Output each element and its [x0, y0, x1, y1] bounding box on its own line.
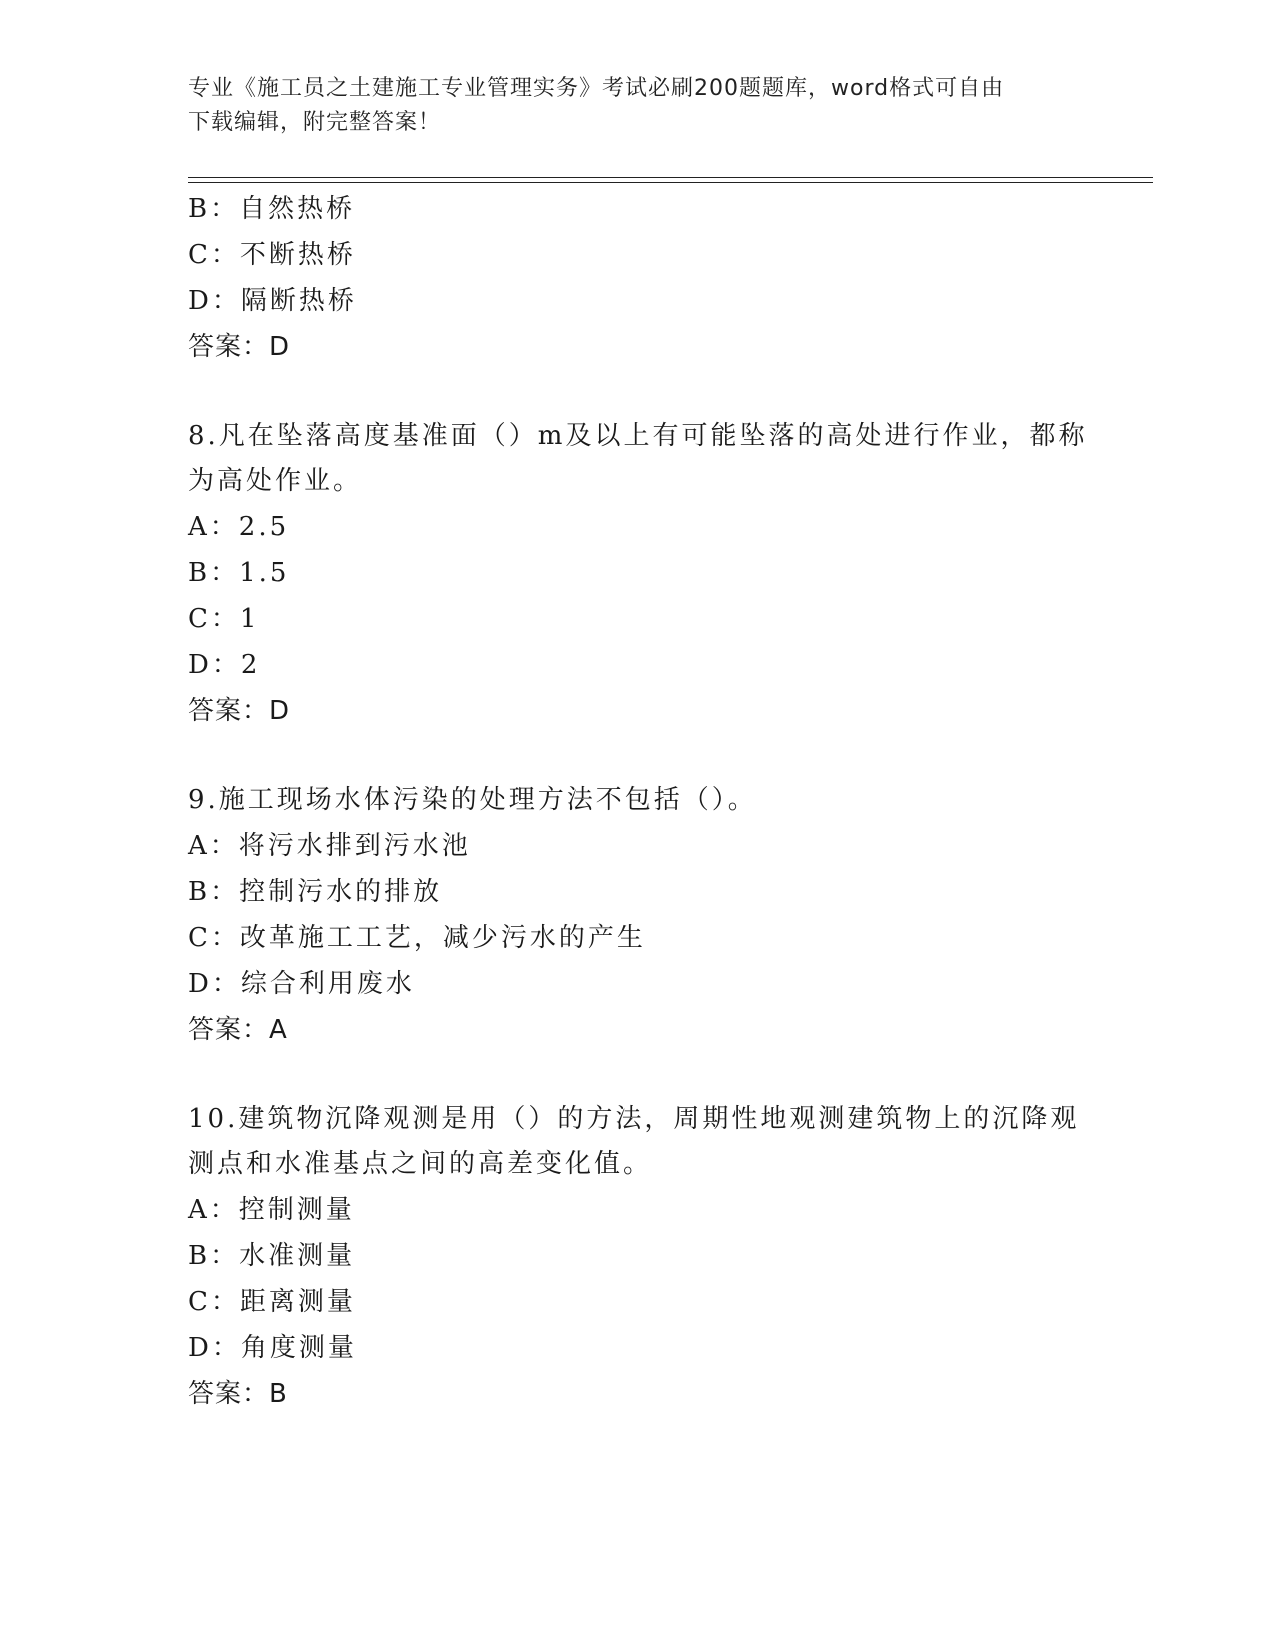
- option-b: B：1.5: [188, 558, 290, 588]
- option-d: D：2: [188, 650, 261, 680]
- question-9: [188, 778, 1088, 1053]
- option-c: C：改革施工工艺，减少污水的产生: [188, 923, 646, 953]
- option-a: A：控制测量: [188, 1195, 355, 1225]
- question-text-line-1: 8.凡在坠落高度基准面（）m及以上有可能坠落的高处进行作业，都称: [188, 421, 1088, 451]
- option-b: B：水准测量: [188, 1241, 356, 1271]
- header-divider-top: [188, 177, 1153, 178]
- document-header: [188, 72, 1088, 140]
- header-divider-bottom: [188, 182, 1153, 183]
- question-text-line-1: 9.施工现场水体污染的处理方法不包括（）。: [188, 785, 757, 815]
- question-8: [188, 414, 1088, 734]
- answer: 答案：D: [188, 696, 291, 726]
- question-7-tail: [188, 186, 1088, 370]
- answer: 答案：B: [188, 1379, 288, 1409]
- option-d: D：角度测量: [188, 1333, 357, 1363]
- option-c: C：1: [188, 604, 260, 634]
- question-list: [188, 186, 1088, 1417]
- option-c: C：距离测量: [188, 1287, 356, 1317]
- question-text: [188, 1097, 1088, 1187]
- option-c: C：不断热桥: [188, 240, 356, 270]
- question-text-line-2: 为高处作业。: [188, 466, 363, 496]
- option-b: B：控制污水的排放: [188, 877, 443, 907]
- question-text-line-2: 测点和水准基点之间的高差变化值。: [188, 1149, 653, 1179]
- header-line-1: 专业《施工员之土建施工专业管理实务》考试必刷200题题库，word格式可自由: [188, 76, 1005, 101]
- option-d: D：综合利用废水: [188, 969, 415, 999]
- answer: 答案：A: [188, 1015, 288, 1045]
- question-text: [188, 414, 1088, 504]
- question-text-line-1: 10.建筑物沉降观测是用（）的方法，周期性地观测建筑物上的沉降观: [188, 1104, 1080, 1134]
- option-a: A：2.5: [188, 512, 290, 542]
- option-b: B：自然热桥: [188, 194, 356, 224]
- option-a: A：将污水排到污水池: [188, 831, 471, 861]
- header-line-2: 下载编辑，附完整答案！: [188, 110, 442, 135]
- answer: 答案：D: [188, 332, 291, 362]
- question-10: [188, 1097, 1088, 1417]
- question-text: [188, 778, 1088, 823]
- option-d: D：隔断热桥: [188, 286, 357, 316]
